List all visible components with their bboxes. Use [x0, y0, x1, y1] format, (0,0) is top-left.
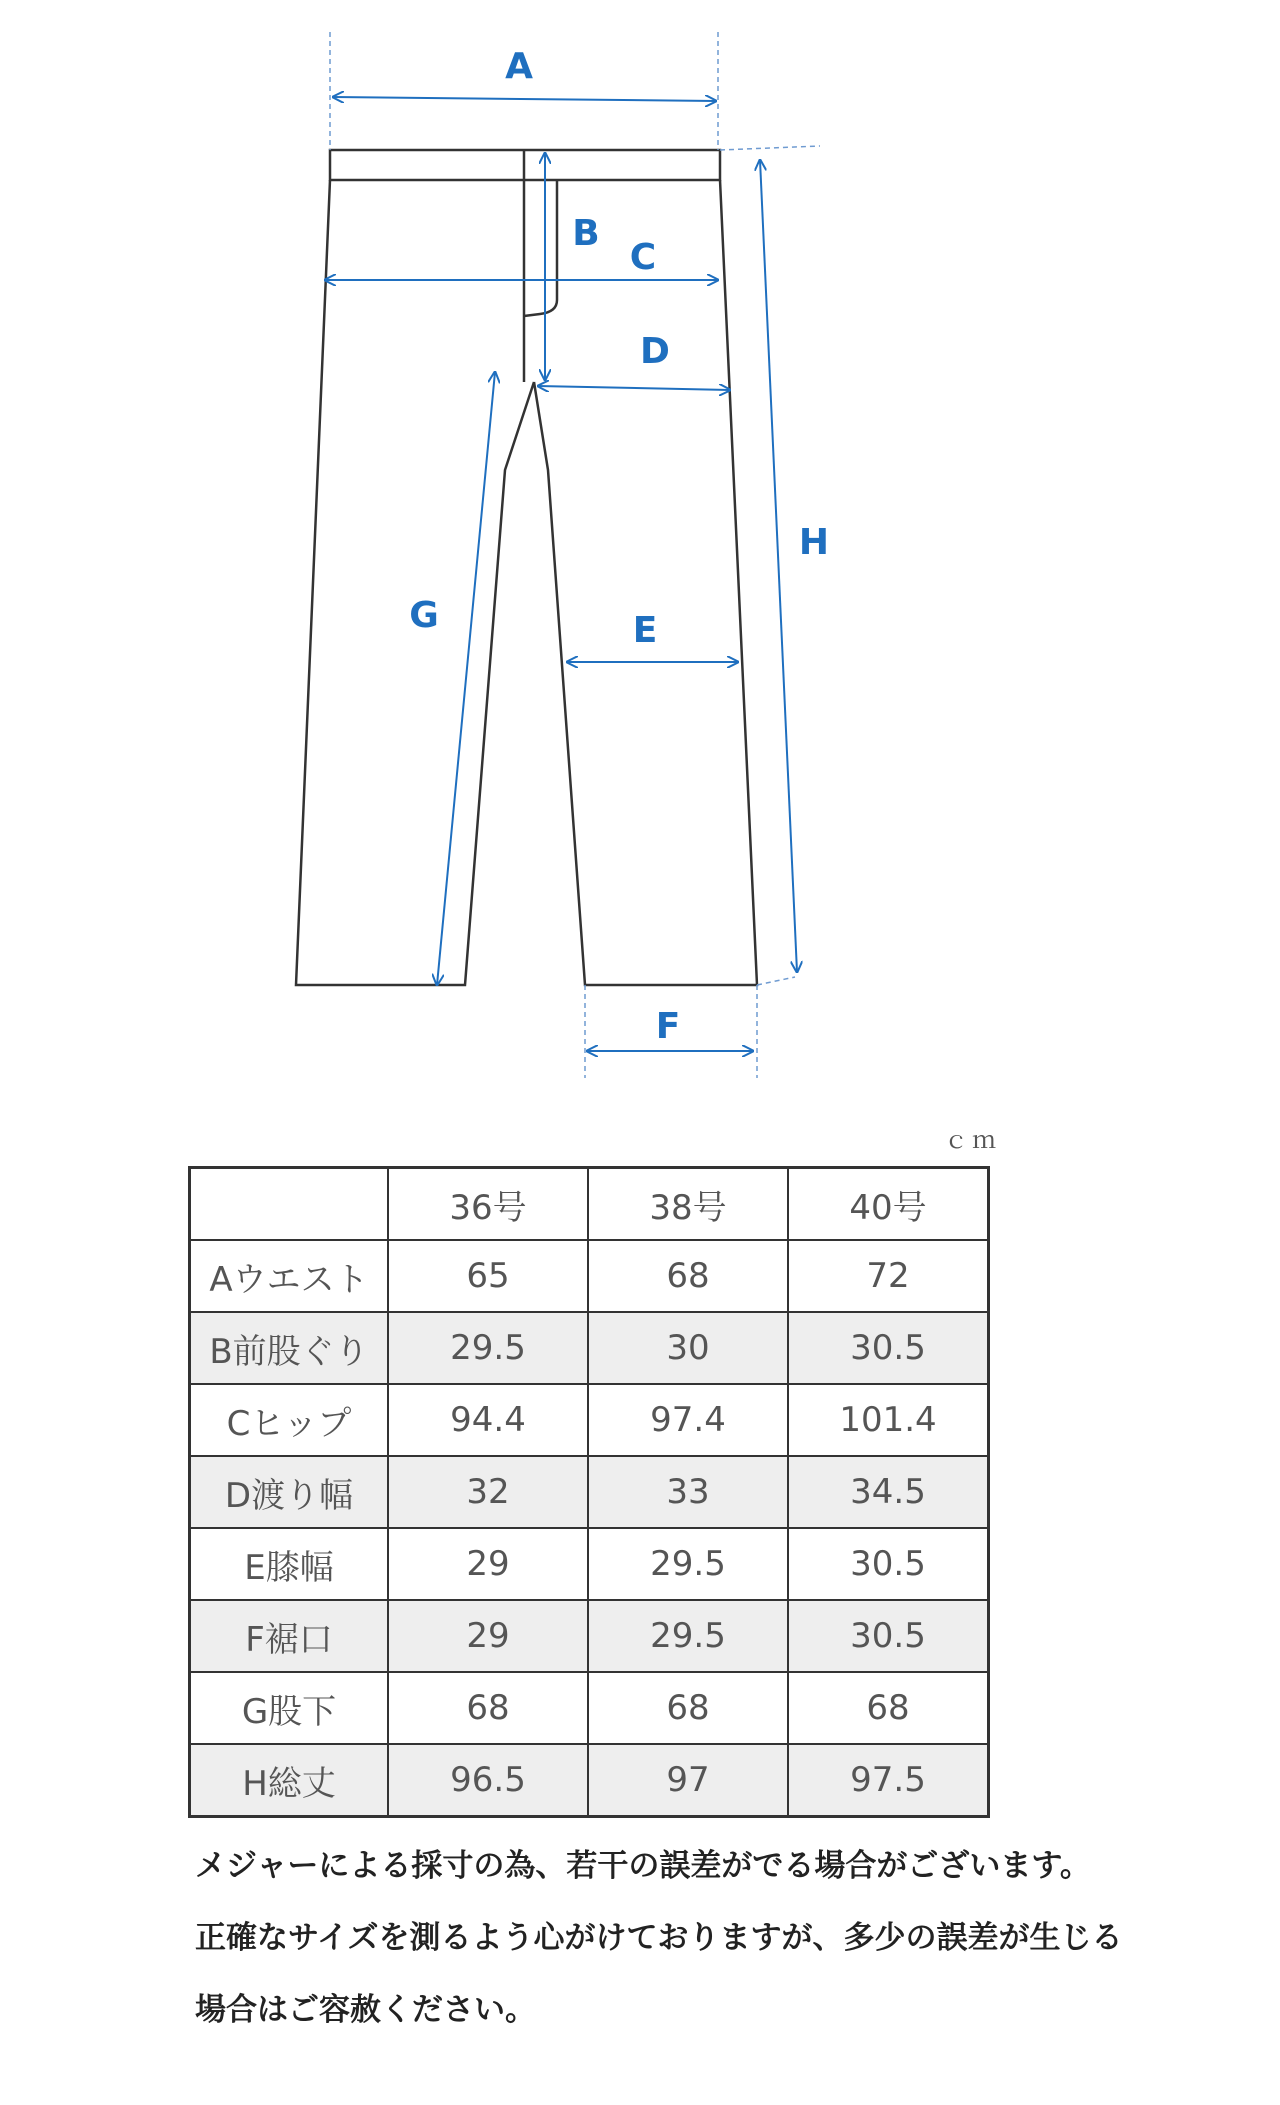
table-cell: 30.5: [788, 1312, 989, 1384]
table-header-row: [190, 1168, 989, 1241]
dimension-arrow-g: [437, 372, 495, 985]
dimension-label-g: G: [409, 595, 439, 636]
table-cell: 68: [588, 1240, 788, 1312]
table-row: [190, 1528, 989, 1600]
dimension-label-d: D: [640, 331, 670, 372]
row-label: E膝幅: [190, 1528, 389, 1600]
table-cell: 30.5: [788, 1528, 989, 1600]
dimension-arrow-d: [538, 386, 730, 390]
left-leg-outline: [296, 180, 534, 985]
table-row: [190, 1312, 989, 1384]
table-row: [190, 1384, 989, 1456]
table-cell: 97: [588, 1744, 788, 1817]
table-row: [190, 1672, 989, 1744]
dimension-label-a: A: [505, 46, 533, 87]
table-row: [190, 1744, 989, 1817]
table-cell: 34.5: [788, 1456, 989, 1528]
table-header-cell: 38号: [588, 1168, 788, 1241]
dimension-arrow-a: [333, 97, 716, 101]
row-label: Aウエスト: [190, 1240, 389, 1312]
row-label: F裾口: [190, 1600, 389, 1672]
table-cell: 29.5: [388, 1312, 588, 1384]
size-chart-table: [188, 1166, 990, 1818]
table-cell: 29: [388, 1600, 588, 1672]
dimension-arrow-h: [760, 160, 797, 972]
measurement-notes: [195, 1830, 1255, 2046]
table-cell: 68: [788, 1672, 989, 1744]
table-cell: 29: [388, 1528, 588, 1600]
right-leg-outline: [534, 180, 757, 985]
dimension-label-h: H: [798, 522, 830, 563]
table-header-cell: 36号: [388, 1168, 588, 1241]
row-label: G股下: [190, 1672, 389, 1744]
unit-label: ｃｍ: [944, 1126, 1000, 1154]
table-cell: 96.5: [388, 1744, 588, 1817]
table-cell: 68: [588, 1672, 788, 1744]
table-cell: 30.5: [788, 1600, 989, 1672]
table-cell: 72: [788, 1240, 989, 1312]
table-cell: 30: [588, 1312, 788, 1384]
row-label: Cヒップ: [190, 1384, 389, 1456]
table-header-cell: 40号: [788, 1168, 989, 1241]
pants-outline: [296, 150, 757, 985]
fly-line: [524, 150, 557, 382]
table-cell: 101.4: [788, 1384, 989, 1456]
table-cell: 94.4: [388, 1384, 588, 1456]
table-row: [190, 1600, 989, 1672]
note-line: 正確なサイズを測るよう心がけておりますが、多少の誤差が生じる: [195, 1920, 1123, 1956]
table-row: [190, 1240, 989, 1312]
table-cell: 65: [388, 1240, 588, 1312]
table-cell: 29.5: [588, 1600, 788, 1672]
table-cell: 33: [588, 1456, 788, 1528]
note-line: 場合はご容赦ください。: [195, 1992, 536, 2028]
row-label: D渡り幅: [190, 1456, 389, 1528]
table-row: [190, 1456, 989, 1528]
table-cell: 97.4: [588, 1384, 788, 1456]
row-label: B前股ぐり: [190, 1312, 389, 1384]
table-cell: 68: [388, 1672, 588, 1744]
table-cell: 29.5: [588, 1528, 788, 1600]
dimension-label-b: B: [572, 213, 600, 254]
dimension-label-c: C: [629, 237, 657, 278]
row-label: H総丈: [190, 1744, 389, 1817]
table-cell: 97.5: [788, 1744, 989, 1817]
guide-lines: [330, 32, 820, 1078]
note-line: メジャーによる採寸の為、若干の誤差がでる場合がございます。: [195, 1848, 1091, 1884]
table-header-corner: [190, 1168, 389, 1241]
dimension-label-f: F: [655, 1006, 681, 1047]
dimension-label-e: E: [632, 610, 658, 651]
table-cell: 32: [388, 1456, 588, 1528]
